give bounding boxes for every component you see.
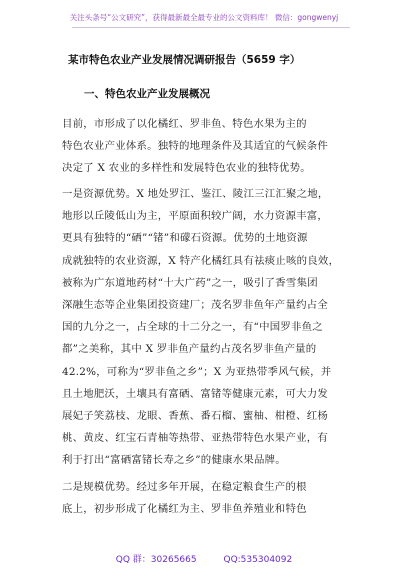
paragraph-resource-advantage (62, 183, 352, 472)
paragraph-line: 被称为广东道地药材“十大广药”之一，吸引了香雪集团 (62, 276, 318, 289)
header-divider (72, 27, 350, 28)
footer-qq-group: QQ 群：30265665 (115, 555, 197, 565)
paragraph-line: 特色农业产业体系。独特的地理条件及其适宜的气候条件 (62, 140, 329, 153)
paragraph-overview (62, 113, 352, 180)
paragraph-line: 一是资源优势。X 地处罗江、鉴江、陵江三江汇聚之地， (62, 188, 329, 200)
paragraph-line: 桃、黄皮、红宝石青柚等热带、亚热带特色水果产业，有 (62, 432, 329, 445)
paragraph-line: 深融生态等企业集团投资建厂；茂名罗非鱼年产量约占全 (62, 299, 329, 312)
paragraph-line: 且土地肥沃，土壤具有富硒、富锗等健康元素，可大力发 (62, 387, 329, 400)
paragraph-line: 42.2%，可称为“罗非鱼之乡”；X 为亚热带季风气候，并 (62, 365, 332, 378)
paragraph-scale-advantage (62, 476, 352, 520)
document-title: 某市特色农业产业发展情况调研报告（5659 字） (68, 54, 301, 66)
section-heading: 一、特色农业产业发展概况 (84, 88, 210, 100)
header-note: 关注头条号“公文研究”，获得最新最全最专业的公文资料库！ 微信：gongwenyj (69, 13, 339, 22)
paragraph-line: 利于打出“富硒富锗长寿之乡”的健康水果品牌。 (62, 454, 286, 467)
paragraph-line: 二是规模优势。经过多年开展，在稳定粮食生产的根 (62, 481, 307, 493)
paragraph-line: 更具有独特的“硒”“锗”和礞石资源。优势的土地资源 (62, 232, 308, 245)
paragraph-line: 展妃子笑荔枝、龙眼、香蕉、番石榴、蜜柚、柑橙、红杨 (62, 410, 329, 423)
paragraph-line: 成就独特的农业资源，X 特产化橘红具有祛痰止咳的良效， (62, 254, 340, 267)
paragraph-line: 目前，市形成了以化橘红、罗非鱼、特色水果为主的 (62, 118, 307, 130)
paragraph-line: 底上，初步形成了化橘红为主、罗非鱼养殖业和特色 (62, 503, 307, 516)
paragraph-line: 地形以丘陵低山为主，平原面积较广阔，水力资源丰富， (62, 210, 329, 223)
paragraph-line: 国的九分之一，占全球的十二分之一，有“中国罗非鱼之 (62, 321, 323, 334)
paragraph-line: 都”之美称，其中 X 罗非鱼产量约占茂名罗非鱼产量的 (62, 343, 317, 356)
footer-qq: QQ:535304092 (223, 555, 293, 565)
paragraph-line: 决定了 X 农业的多样性和发展特色农业的独特优势。 (62, 162, 311, 175)
footer-contact (0, 552, 408, 565)
